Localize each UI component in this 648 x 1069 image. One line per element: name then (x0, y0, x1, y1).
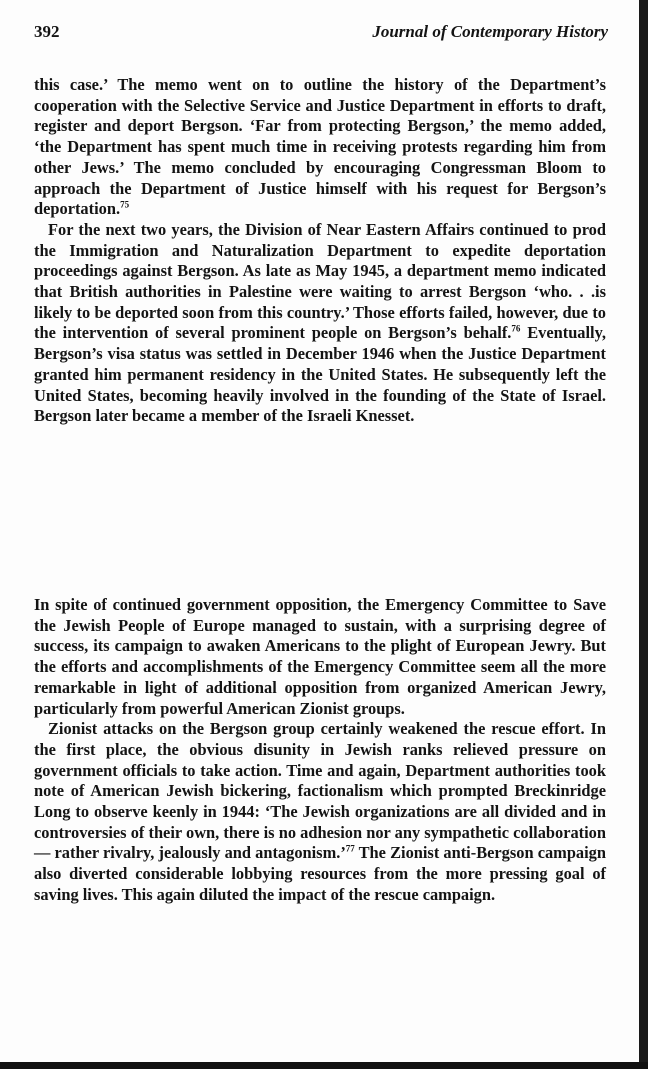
paragraph (34, 719, 606, 905)
paragraph-text: For the next two years, the Division of Near Eastern Affairs continued to prod the Immigration and Naturalization Department to expedite deportation proceedings against Bergson. As late as May 1945, a department memo indicated that British authorities in Palestine were waiting to arrest Bergson ‘who. . .is likely to be deported soon from this country.’ Those efforts failed, however, due to the intervention of several prominent people on Bergson’s behalf. (34, 219, 606, 343)
paragraph-text: this case.’ The memo went on to outline the history of the Department’s cooperation with the Selective Service and Justice Department in efforts to draft, register and deport Bergson. ‘Far from protecting Bergson,’ the memo added, ‘the Department has spent much time in receiving protests regarding him from other Jews.’ The memo concluded by encouraging Congressman Bloom to approach the Department of Justice himself with his request for Bergson’s deportation. (34, 75, 606, 219)
paragraph (34, 220, 606, 427)
journal-title: Journal of Contemporary History (372, 22, 608, 41)
paragraph (34, 595, 606, 719)
running-head (34, 22, 608, 46)
footnote-ref: 75 (120, 199, 130, 210)
paragraph (34, 75, 606, 220)
scan-edge-bottom (0, 1062, 648, 1069)
body-section-2 (34, 595, 606, 906)
paragraph-text: Eventually, Bergson’s visa status was settled in December 1946 when the Justice Department granted him permanent residency in the United States. He subsequently left the United States, becoming heavily involved in the founding of the State of Israel. Bergson later became a member of the Israeli Knesset. (34, 323, 606, 426)
body-section-1 (34, 75, 606, 427)
page-number: 392 (34, 22, 60, 41)
footnote-ref: 77 (345, 843, 355, 854)
paragraph-text: The Zionist anti-Bergson campaign also diverted considerable lobbying resources from the more pressing goal of saving lives. This again diluted the impact of the rescue campaign. (34, 843, 606, 904)
footnote-ref: 76 (511, 323, 521, 334)
paragraph-text: the Emergency Committee to Save the Jewish People of Europe managed to sustain, with a surprising degree of success, its campaign to awaken Americans to the plight of European Jewry. But the efforts and accomplishments of the Emergency Committee seem all the more remarkable in light of additional opposition from organized American Jewry, particularly from powerful American Zionist groups. (34, 595, 607, 718)
section-lead-in: In spite of continued government opposition, (34, 595, 352, 614)
scan-edge-right (639, 0, 648, 1069)
paragraph-text: Zionist attacks on the Bergson group certainly weakened the rescue effort. In the first place, the obvious disunity in Jewish ranks relieved pressure on government officials to take action. Time and again, Department authorities took note of American Jewish bickering, factionalism which prompted Breckinridge Long to observe keenly in 1944: ‘The Jewish organizations are all divided and in controversies of their own, there is no adhesion nor any sympathetic collaboration — rather rivalry, jealously and antagonism.’ (34, 719, 606, 863)
